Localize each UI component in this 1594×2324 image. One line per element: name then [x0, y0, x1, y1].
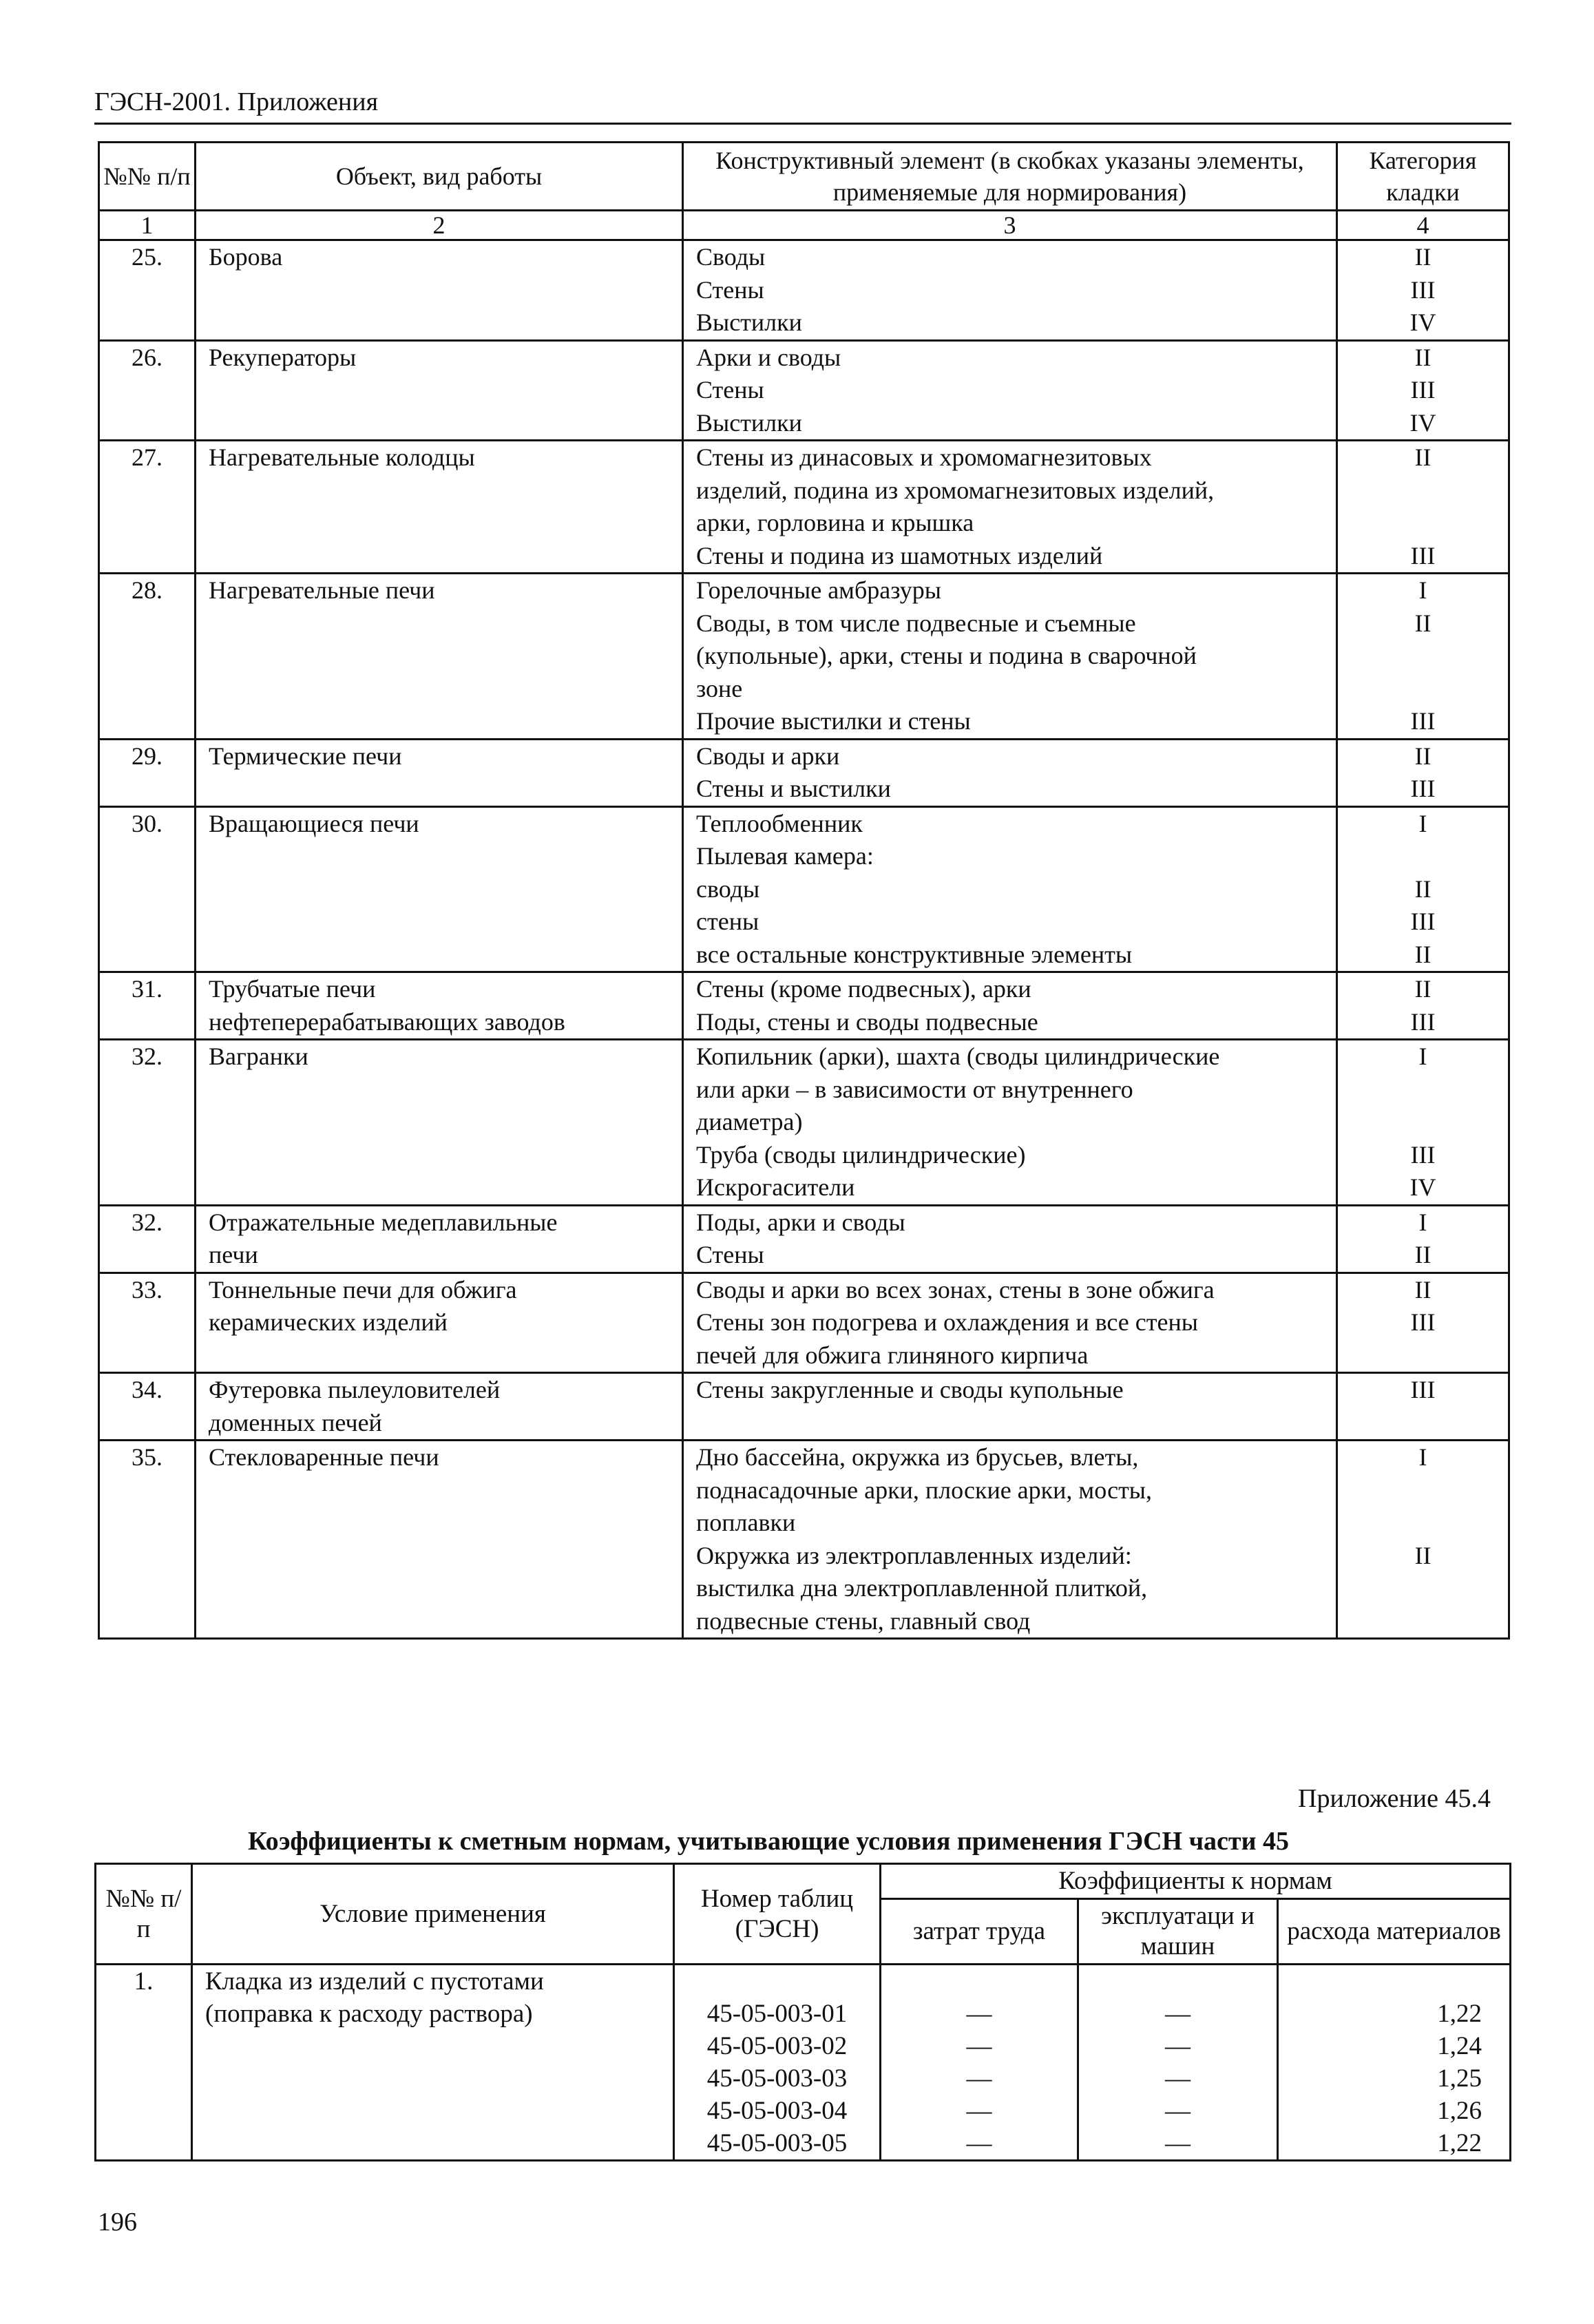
row-number [99, 1339, 196, 1373]
object-cell: Борова [196, 240, 683, 274]
coef-condition-cell: (поправка к расходу раствора) [192, 1998, 674, 2030]
table-row [99, 705, 1509, 739]
element-cell: Копильник (арки), шахта (своды цилиндрические [683, 1040, 1337, 1074]
coef-num-cell [96, 2062, 192, 2095]
element-cell: Стены [683, 274, 1337, 307]
coef-row [96, 2030, 1511, 2062]
element-cell: Теплообменник [683, 806, 1337, 840]
row-number [99, 705, 196, 739]
object-cell [196, 905, 683, 939]
table-row [99, 240, 1509, 274]
category-cell [1337, 1474, 1509, 1507]
element-cell: Дно бассейна, окружка из брусьев, влеты, [683, 1441, 1337, 1474]
coef-materials-cell: 1,26 [1278, 2095, 1511, 2127]
row-number [99, 1407, 196, 1441]
category-cell: IV [1337, 407, 1509, 441]
coef-table-code-cell [674, 1965, 881, 1998]
element-cell: Своды и арки во всех зонах, стены в зоне обжига [683, 1273, 1337, 1306]
colnum-cell: 2 [196, 211, 683, 240]
row-number: 30. [99, 806, 196, 840]
table-row [99, 1106, 1509, 1139]
object-cell [196, 1339, 683, 1373]
table-row [99, 673, 1509, 706]
object-cell [196, 507, 683, 540]
object-cell: Нагревательные колодцы [196, 441, 683, 474]
object-cell [196, 673, 683, 706]
row-number [99, 607, 196, 640]
coef-machines-cell [1078, 1965, 1278, 1998]
colnum-cell: 4 [1337, 211, 1509, 240]
category-cell: I [1337, 574, 1509, 607]
element-cell: Выстилки [683, 407, 1337, 441]
row-number [99, 1572, 196, 1605]
row-number [99, 474, 196, 507]
row-number [99, 1074, 196, 1107]
category-cell [1337, 1074, 1509, 1107]
table-row [99, 1074, 1509, 1107]
table-row [99, 1306, 1509, 1339]
element-cell: Прочие выстилки и стены [683, 705, 1337, 739]
coef-labor-cell [881, 1965, 1078, 1998]
coef-table-code-cell: 45-05-003-01 [674, 1998, 881, 2030]
category-cell: III [1337, 1139, 1509, 1172]
coef-condition-cell [192, 2127, 674, 2161]
category-cell [1337, 1106, 1509, 1139]
coef-condition-cell [192, 2062, 674, 2095]
table-row [99, 441, 1509, 474]
coefficients-table [94, 1863, 1511, 2161]
category-cell [1337, 673, 1509, 706]
row-number: 31. [99, 972, 196, 1006]
object-cell [196, 407, 683, 441]
object-cell: Рекуператоры [196, 340, 683, 374]
col-header-element: Конструктивный элемент (в скобках указаны элементы, применяемые для нормирования) [683, 143, 1337, 211]
table-row [99, 972, 1509, 1006]
category-cell [1337, 1407, 1509, 1441]
row-number [99, 773, 196, 806]
category-cell: I [1337, 1040, 1509, 1074]
category-cell: II [1337, 873, 1509, 906]
table-row [99, 274, 1509, 307]
coef-labor-cell: — [881, 2127, 1078, 2161]
table-row [99, 1474, 1509, 1507]
object-cell [196, 773, 683, 806]
element-cell: Пылевая камера: [683, 840, 1337, 873]
row-number: 32. [99, 1040, 196, 1074]
table-row [99, 905, 1509, 939]
category-cell: II [1337, 939, 1509, 972]
category-cell: II [1337, 1273, 1509, 1306]
element-cell: диаметра) [683, 1106, 1337, 1139]
element-cell: поплавки [683, 1507, 1337, 1540]
object-cell [196, 1474, 683, 1507]
object-cell: Футеровка пылеуловителей [196, 1373, 683, 1407]
coef-header-row-1 [96, 1864, 1511, 1899]
row-number: 27. [99, 441, 196, 474]
object-cell [196, 873, 683, 906]
row-number [99, 939, 196, 972]
page-header-title: ГЭСН-2001. Приложения [94, 87, 379, 116]
category-cell [1337, 640, 1509, 673]
category-cell: II [1337, 1239, 1509, 1273]
row-number [99, 407, 196, 441]
table-row [99, 1205, 1509, 1239]
coef-machines-cell: — [1078, 2127, 1278, 2161]
category-cell: III [1337, 773, 1509, 806]
row-number: 29. [99, 739, 196, 773]
coef-condition-cell: Кладка из изделий с пустотами [192, 1965, 674, 1998]
object-cell [196, 1139, 683, 1172]
coef-condition-cell [192, 2095, 674, 2127]
coef-col-num: №№ п/п [96, 1864, 192, 1965]
object-cell [196, 374, 683, 407]
category-cell: III [1337, 1006, 1509, 1040]
table-row [99, 374, 1509, 407]
row-number [99, 507, 196, 540]
row-number [99, 873, 196, 906]
coef-table-code-cell: 45-05-003-05 [674, 2127, 881, 2161]
table-row [99, 1139, 1509, 1172]
element-cell: стены [683, 905, 1337, 939]
coef-labor-cell: — [881, 2030, 1078, 2062]
object-cell [196, 705, 683, 739]
element-cell: все остальные конструктивные элементы [683, 939, 1337, 972]
table-row [99, 939, 1509, 972]
element-cell: зоне [683, 673, 1337, 706]
coef-num-cell [96, 1998, 192, 2030]
object-cell [196, 1572, 683, 1605]
coef-num-cell [96, 2030, 192, 2062]
category-cell [1337, 1605, 1509, 1639]
row-number [99, 274, 196, 307]
row-number: 25. [99, 240, 196, 274]
element-cell: своды [683, 873, 1337, 906]
category-cell: III [1337, 274, 1509, 307]
object-cell: Термические печи [196, 739, 683, 773]
coef-col-tables: Номер таблиц (ГЭСН) [674, 1864, 881, 1965]
element-cell: печей для обжига глиняного кирпича [683, 1339, 1337, 1373]
category-cell: II [1337, 441, 1509, 474]
element-cell: Стены [683, 374, 1337, 407]
col-header-num: №№ п/п [99, 143, 196, 211]
table-row [99, 1572, 1509, 1605]
table-row [99, 1407, 1509, 1441]
coef-condition-cell [192, 2030, 674, 2062]
object-cell [196, 1507, 683, 1540]
object-cell [196, 306, 683, 340]
coef-num-cell [96, 2095, 192, 2127]
row-number [99, 1540, 196, 1573]
object-cell: Трубчатые печи [196, 972, 683, 1006]
coef-row [96, 2095, 1511, 2127]
coef-row [96, 2127, 1511, 2161]
object-cell [196, 474, 683, 507]
row-number [99, 1605, 196, 1639]
row-number [99, 673, 196, 706]
category-cell: III [1337, 1373, 1509, 1407]
object-cell [196, 640, 683, 673]
coef-row [96, 1998, 1511, 2030]
table-row [99, 1441, 1509, 1474]
coef-labor-cell: — [881, 2062, 1078, 2095]
table-row [99, 739, 1509, 773]
table-row [99, 540, 1509, 574]
coef-row [96, 1965, 1511, 1998]
table-row [99, 474, 1509, 507]
element-cell: Горелочные амбразуры [683, 574, 1337, 607]
row-number: 32. [99, 1205, 196, 1239]
main-table-header-row [99, 143, 1509, 211]
table-row [99, 840, 1509, 873]
category-cell: III [1337, 1306, 1509, 1339]
table-row [99, 574, 1509, 607]
row-number [99, 1139, 196, 1172]
category-cell: III [1337, 705, 1509, 739]
coef-table-code-cell: 45-05-003-04 [674, 2095, 881, 2127]
element-cell: Поды, стены и своды подвесные [683, 1006, 1337, 1040]
row-number [99, 1239, 196, 1273]
table-row [99, 1171, 1509, 1205]
element-cell: Стены зон подогрева и охлаждения и все стены [683, 1306, 1337, 1339]
row-number [99, 905, 196, 939]
object-cell [196, 1605, 683, 1639]
table-row [99, 1273, 1509, 1306]
object-cell [196, 607, 683, 640]
element-cell: Искрогасители [683, 1171, 1337, 1205]
object-cell: Тоннельные печи для обжига [196, 1273, 683, 1306]
table-row [99, 1605, 1509, 1639]
category-cell: II [1337, 1540, 1509, 1573]
coef-table-code-cell: 45-05-003-03 [674, 2062, 881, 2095]
coef-materials-cell: 1,25 [1278, 2062, 1511, 2095]
row-number [99, 1306, 196, 1339]
page-number: 196 [98, 2208, 137, 2237]
coef-row [96, 2062, 1511, 2095]
element-cell: Стены и выстилки [683, 773, 1337, 806]
table-row [99, 873, 1509, 906]
table-row [99, 407, 1509, 441]
coef-labor-cell: — [881, 1998, 1078, 2030]
row-number: 35. [99, 1441, 196, 1474]
table-row [99, 773, 1509, 806]
coef-machines-cell: — [1078, 2030, 1278, 2062]
element-cell: или арки – в зависимости от внутреннего [683, 1074, 1337, 1107]
col-header-category: Категория кладки [1337, 143, 1509, 211]
coef-materials-cell: 1,24 [1278, 2030, 1511, 2062]
object-cell: Нагревательные печи [196, 574, 683, 607]
object-cell: нефтеперерабатывающих заводов [196, 1006, 683, 1040]
category-cell: IV [1337, 306, 1509, 340]
element-cell: арки, горловина и крышка [683, 507, 1337, 540]
category-cell: III [1337, 374, 1509, 407]
row-number [99, 1171, 196, 1205]
object-cell [196, 1540, 683, 1573]
coef-num-cell: 1. [96, 1965, 192, 1998]
object-cell [196, 939, 683, 972]
row-number [99, 1106, 196, 1139]
colnum-cell: 3 [683, 211, 1337, 240]
coef-col-condition: Условие применения [192, 1864, 674, 1965]
object-cell: Вращающиеся печи [196, 806, 683, 840]
object-cell: Стекловаренные печи [196, 1441, 683, 1474]
category-cell: IV [1337, 1171, 1509, 1205]
table-row [99, 1239, 1509, 1273]
row-number: 28. [99, 574, 196, 607]
col-header-object: Объект, вид работы [196, 143, 683, 211]
table-row [99, 306, 1509, 340]
object-cell [196, 1074, 683, 1107]
object-cell [196, 540, 683, 574]
main-table-body [99, 211, 1509, 1639]
coef-table-body [96, 1965, 1511, 2161]
row-number [99, 1507, 196, 1540]
category-cell: II [1337, 240, 1509, 274]
row-number [99, 1474, 196, 1507]
table-row [99, 1339, 1509, 1373]
coef-col-group: Коэффициенты к нормам [881, 1864, 1511, 1899]
table-row [99, 806, 1509, 840]
element-cell: Своды, в том числе подвесные и съемные [683, 607, 1337, 640]
element-cell: Стены [683, 1239, 1337, 1273]
column-number-row [99, 211, 1509, 240]
coef-col-materials: расхода материалов [1278, 1899, 1511, 1965]
table-row [99, 507, 1509, 540]
object-cell [196, 1171, 683, 1205]
category-cell: I [1337, 806, 1509, 840]
row-number [99, 306, 196, 340]
element-cell: Стены из динасовых и хромомагнезитовых [683, 441, 1337, 474]
table-row [99, 1540, 1509, 1573]
object-cell: доменных печей [196, 1407, 683, 1441]
coef-machines-cell: — [1078, 1998, 1278, 2030]
coef-num-cell [96, 2127, 192, 2161]
element-cell: Арки и своды [683, 340, 1337, 374]
element-cell: Труба (своды цилиндрические) [683, 1139, 1337, 1172]
category-cell [1337, 474, 1509, 507]
table-row [99, 1006, 1509, 1040]
category-cell: II [1337, 739, 1509, 773]
row-number [99, 374, 196, 407]
element-cell: Своды и арки [683, 739, 1337, 773]
appendix-label: Приложение 45.4 [1298, 1784, 1491, 1813]
category-cell: II [1337, 340, 1509, 374]
element-cell: поднасадочные арки, плоские арки, мосты, [683, 1474, 1337, 1507]
object-cell: Отражательные медеплавильные [196, 1205, 683, 1239]
object-cell [196, 1106, 683, 1139]
element-cell: Стены и подина из шамотных изделий [683, 540, 1337, 574]
category-cell [1337, 1507, 1509, 1540]
object-cell [196, 840, 683, 873]
element-cell: Своды [683, 240, 1337, 274]
coef-table-code-cell: 45-05-003-02 [674, 2030, 881, 2062]
coef-machines-cell: — [1078, 2095, 1278, 2127]
row-number [99, 840, 196, 873]
category-cell: II [1337, 607, 1509, 640]
table-row [99, 607, 1509, 640]
masonry-category-table [98, 141, 1510, 1640]
category-cell: III [1337, 905, 1509, 939]
row-number [99, 540, 196, 574]
element-cell: Стены закругленные и своды купольные [683, 1373, 1337, 1407]
table-row [99, 340, 1509, 374]
category-cell: III [1337, 540, 1509, 574]
coef-col-machines: эксплуатаци и машин [1078, 1899, 1278, 1965]
object-cell: Вагранки [196, 1040, 683, 1074]
table-row [99, 640, 1509, 673]
coef-labor-cell: — [881, 2095, 1078, 2127]
category-cell [1337, 507, 1509, 540]
coef-col-labor: затрат труда [881, 1899, 1078, 1965]
colnum-cell: 1 [99, 211, 196, 240]
category-cell: II [1337, 972, 1509, 1006]
coef-materials-cell: 1,22 [1278, 1998, 1511, 2030]
row-number [99, 1006, 196, 1040]
row-number: 26. [99, 340, 196, 374]
element-cell: выстилка дна электроплавленной плиткой, [683, 1572, 1337, 1605]
row-number: 33. [99, 1273, 196, 1306]
header-rule [94, 123, 1511, 125]
category-cell: I [1337, 1441, 1509, 1474]
coefficients-title: Коэффициенты к сметным нормам, учитывающие условия применения ГЭСН части 45 [248, 1827, 1289, 1856]
element-cell: Выстилки [683, 306, 1337, 340]
row-number: 34. [99, 1373, 196, 1407]
element-cell: Поды, арки и своды [683, 1205, 1337, 1239]
coef-machines-cell: — [1078, 2062, 1278, 2095]
category-cell [1337, 1572, 1509, 1605]
element-cell [683, 1407, 1337, 1441]
element-cell: (купольные), арки, стены и подина в сварочной [683, 640, 1337, 673]
row-number [99, 640, 196, 673]
table-row [99, 1040, 1509, 1074]
element-cell: подвесные стены, главный свод [683, 1605, 1337, 1639]
coef-materials-cell [1278, 1965, 1511, 1998]
category-cell [1337, 840, 1509, 873]
object-cell: печи [196, 1239, 683, 1273]
element-cell: Стены (кроме подвесных), арки [683, 972, 1337, 1006]
element-cell: изделий, подина из хромомагнезитовых изделий, [683, 474, 1337, 507]
category-cell [1337, 1339, 1509, 1373]
object-cell: керамических изделий [196, 1306, 683, 1339]
element-cell: Окружка из электроплавленных изделий: [683, 1540, 1337, 1573]
table-row [99, 1507, 1509, 1540]
object-cell [196, 274, 683, 307]
category-cell: I [1337, 1205, 1509, 1239]
table-row [99, 1373, 1509, 1407]
coef-materials-cell: 1,22 [1278, 2127, 1511, 2161]
